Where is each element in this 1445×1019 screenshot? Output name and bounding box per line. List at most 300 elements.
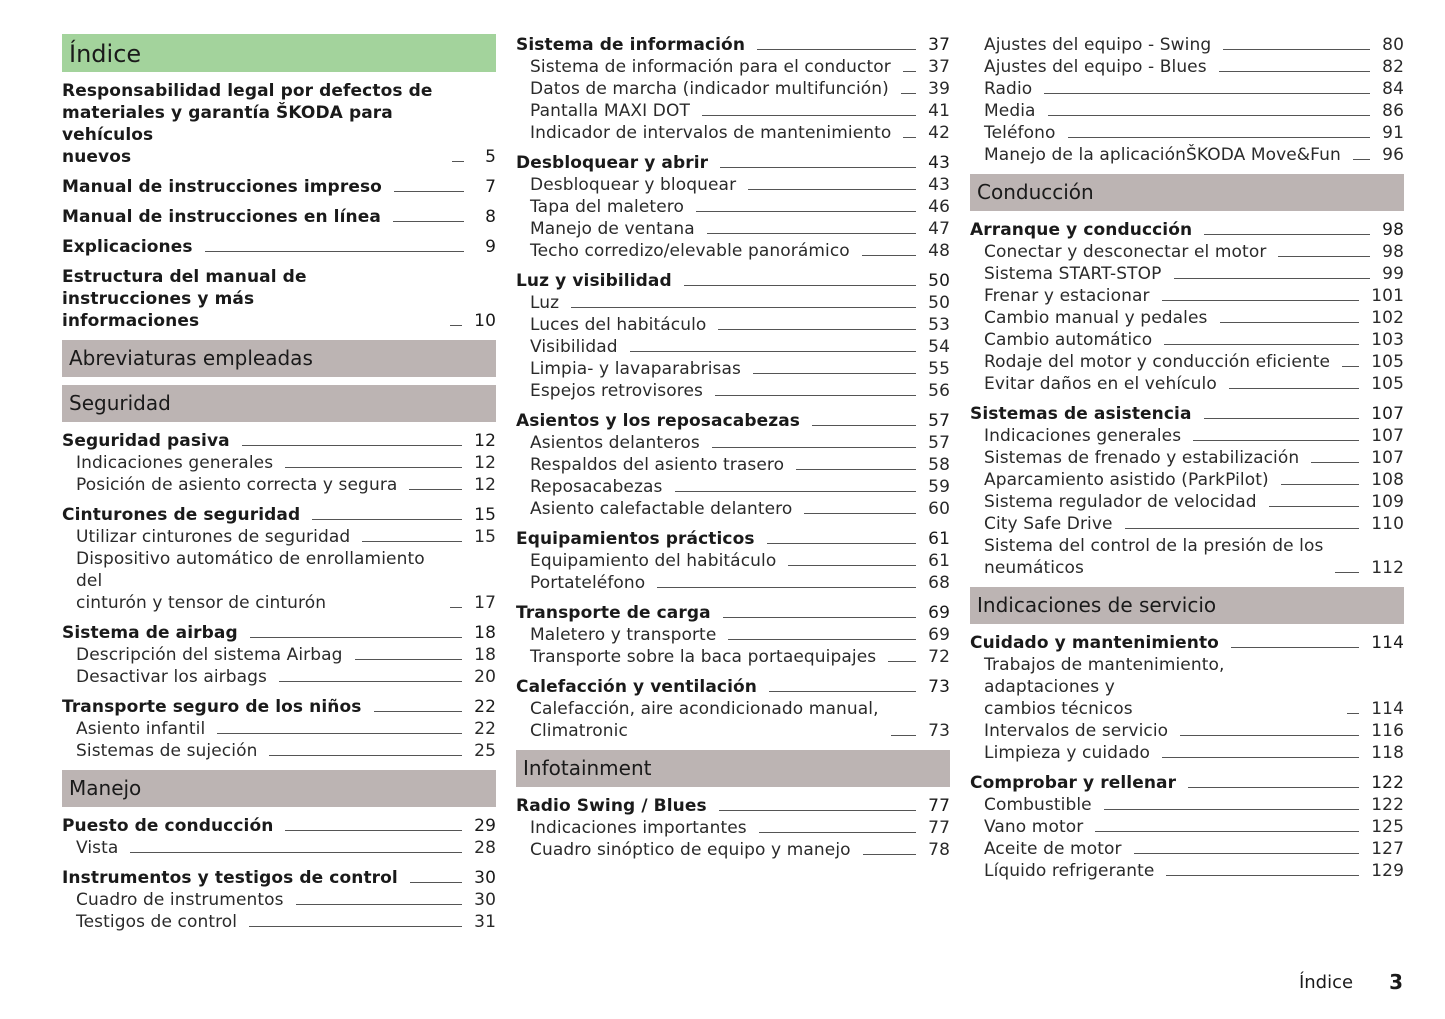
toc-entry-sistema-del-control-de-la-presion-de-los[interactable] [970, 535, 1404, 579]
leader-line [269, 755, 462, 756]
footer-title: Índice [1298, 971, 1354, 993]
toc-group [516, 676, 950, 742]
page-number: 28 [474, 838, 496, 858]
page-number: 98 [1382, 242, 1404, 262]
toc-entry-city-safe-drive[interactable] [970, 513, 1404, 535]
entry-title: Transporte de carga [516, 603, 711, 623]
page-number: 22 [474, 697, 496, 717]
leader-line [718, 329, 916, 330]
leader-line [696, 211, 916, 212]
toc-chapter-instrumentos-y-testigos-de-control[interactable] [62, 867, 496, 889]
page-number: 107 [1371, 404, 1404, 424]
entry-title: Manual de instrucciones en línea [62, 207, 381, 227]
toc-entry-sistema-regulador-de-velocidad[interactable] [970, 491, 1404, 513]
toc-entry-techo-corredizo-elevable-panoramico[interactable] [516, 240, 950, 262]
entry-title: Cambio manual y pedales [984, 308, 1208, 328]
section-header-seguridad: Seguridad [62, 385, 496, 422]
toc-chapter-luz-y-visibilidad[interactable] [516, 270, 950, 292]
entry-title: Asientos y los reposacabezas [516, 411, 801, 431]
page-number: 105 [1371, 352, 1404, 372]
leader-line [901, 93, 916, 94]
page-number: 58 [928, 455, 950, 475]
toc-entry-calefaccion-aire-acondicionado-manual-cl[interactable] [516, 698, 950, 742]
entry-title: Teléfono [984, 123, 1056, 143]
toc-entry-luces-del-habitaculo[interactable] [516, 314, 950, 336]
toc-entry-ajustes-del-equipo-swing[interactable] [970, 34, 1404, 56]
toc-entry-utilizar-cinturones-de-seguridad[interactable] [62, 526, 496, 548]
toc-group [62, 815, 496, 859]
toc-chapter-responsabilidad-legal-por-defectos-de-ma[interactable] [62, 80, 496, 168]
leader-line [796, 469, 916, 470]
entry-title-line: Sistema del control de la presión de los [984, 536, 1324, 556]
toc-chapter-cuidado-y-mantenimiento[interactable] [970, 632, 1404, 654]
page-number: 57 [928, 411, 950, 431]
toc-entry-testigos-de-control[interactable] [62, 911, 496, 933]
toc-group [970, 772, 1404, 882]
entry-title: Descripción del sistema Airbag [76, 645, 343, 665]
leader-line [205, 251, 464, 252]
entry-title: Sistema regulador de velocidad [984, 492, 1257, 512]
entry-title: Luces del habitáculo [530, 315, 707, 335]
toc-chapter-equipamientos-practicos[interactable] [516, 528, 950, 550]
page-number: 77 [928, 818, 950, 838]
leader-line [863, 854, 917, 855]
entry-title: Frenar y estacionar [984, 286, 1150, 306]
entry-title: Sistema START-STOP [984, 264, 1162, 284]
page-number: 48 [928, 241, 950, 261]
toc-group [516, 410, 950, 520]
toc-entry-sistemas-de-sujecion[interactable] [62, 740, 496, 762]
toc-entry-asientos-delanteros[interactable] [516, 432, 950, 454]
entry-title: Instrumentos y testigos de control [62, 868, 398, 888]
toc-entry-dispositivo-automatico-de-enrollamiento-[interactable] [62, 548, 496, 614]
leader-line [1134, 853, 1360, 854]
page-number: 18 [474, 645, 496, 665]
toc-group [516, 528, 950, 594]
page-number: 37 [928, 35, 950, 55]
entry-title: Luz [530, 293, 560, 313]
toc-group [62, 867, 496, 933]
entry-title-line: Climatronic [530, 721, 628, 741]
leader-line [888, 661, 916, 662]
page-number: 108 [1371, 470, 1404, 490]
toc-group [62, 236, 496, 258]
entry-title: Indicaciones generales [984, 426, 1182, 446]
entry-title: Puesto de conducción [62, 816, 274, 836]
toc-entry-desactivar-los-airbags[interactable] [62, 666, 496, 688]
entry-title: Cuadro de instrumentos [76, 890, 284, 910]
toc-entry-pantalla-maxi-dot[interactable] [516, 100, 950, 122]
toc-entry-aceite-de-motor[interactable] [970, 838, 1404, 860]
entry-title: Transporte sobre la baca portaequipajes [530, 647, 877, 667]
toc-group [516, 34, 950, 144]
toc-entry-evitar-danos-en-el-vehiculo[interactable] [970, 373, 1404, 395]
page-number: 15 [474, 505, 496, 525]
entry-title-line: Estructura del manual de instrucciones y más [62, 267, 307, 309]
leader-line [788, 565, 916, 566]
leader-line [891, 735, 917, 736]
section-header-indicaciones-de-servicio: Indicaciones de servicio [970, 587, 1404, 624]
toc-group [62, 430, 496, 496]
toc-entry-sistema-start-stop[interactable] [970, 263, 1404, 285]
toc-entry-liquido-refrigerante[interactable] [970, 860, 1404, 882]
entry-title: Media [984, 101, 1036, 121]
page-number: 107 [1371, 426, 1404, 446]
entry-title: Manejo de ventana [530, 219, 695, 239]
entry-title: Sistema de airbag [62, 623, 238, 643]
entry-title: Vista [76, 838, 119, 858]
toc-chapter-transporte-de-carga[interactable] [516, 602, 950, 624]
leader-line [1204, 234, 1370, 235]
page-number: 8 [485, 207, 496, 227]
page-number: 37 [928, 57, 950, 77]
page-number: 9 [485, 237, 496, 257]
page-number: 116 [1371, 721, 1404, 741]
leader-line [296, 904, 463, 905]
entry-title: Intervalos de servicio [984, 721, 1169, 741]
toc-entry-posicion-de-asiento-correcta-y-segura[interactable] [62, 474, 496, 496]
toc-chapter-asientos-y-los-reposacabezas[interactable] [516, 410, 950, 432]
page-number: 18 [474, 623, 496, 643]
toc-entry-asiento-calefactable-delantero[interactable] [516, 498, 950, 520]
toc-entry-respaldos-del-asiento-trasero[interactable] [516, 454, 950, 476]
toc-chapter-explicaciones[interactable] [62, 236, 496, 258]
entry-title: Sistemas de frenado y estabilización [984, 448, 1300, 468]
page-number: 96 [1382, 145, 1404, 165]
leader-line [1223, 49, 1370, 50]
leader-line [1229, 388, 1359, 389]
page-number: 30 [474, 890, 496, 910]
leader-line [675, 491, 917, 492]
entry-title: Comprobar y rellenar [970, 773, 1177, 793]
toc-entry-desbloquear-y-bloquear[interactable] [516, 174, 950, 196]
toc-chapter-cinturones-de-seguridad[interactable] [62, 504, 496, 526]
toc-chapter-desbloquear-y-abrir[interactable] [516, 152, 950, 174]
leader-line [720, 167, 916, 168]
entry-title-line: cambios técnicos [984, 699, 1133, 719]
toc-entry-portatelefono[interactable] [516, 572, 950, 594]
page-number: 73 [928, 677, 950, 697]
toc-column-1 [62, 34, 496, 941]
toc-entry-limpia-y-lavaparabrisas[interactable] [516, 358, 950, 380]
toc-entry-radio[interactable] [970, 78, 1404, 100]
entry-title: Vano motor [984, 817, 1084, 837]
entry-title: Cuadro sinóptico de equipo y manejo [530, 840, 851, 860]
toc-entry-rodaje-del-motor-y-conduccion-eficiente[interactable] [970, 351, 1404, 373]
entry-title: Portateléfono [530, 573, 646, 593]
leader-line [757, 49, 916, 50]
toc-chapter-sistemas-de-asistencia[interactable] [970, 403, 1404, 425]
leader-line [804, 513, 916, 514]
page-number: 122 [1371, 795, 1404, 815]
entry-title: Manejo de la aplicaciónŠKODA Move&Fun [984, 145, 1341, 165]
page-number: 127 [1371, 839, 1404, 859]
toc-group [62, 176, 496, 198]
entry-title: Visibilidad [530, 337, 618, 357]
entry-title-line: cinturón y tensor de cinturón [76, 593, 327, 613]
entry-title: Arranque y conducción [970, 220, 1193, 240]
page-number: 60 [928, 499, 950, 519]
toc-chapter-transporte-seguro-de-los-ninos[interactable] [62, 696, 496, 718]
entry-title [984, 535, 1323, 579]
toc-entry-vano-motor[interactable] [970, 816, 1404, 838]
page-number: 30 [474, 868, 496, 888]
toc-entry-indicaciones-importantes[interactable] [516, 817, 950, 839]
entry-title-line: Dispositivo automático de enrollamiento del [76, 549, 425, 591]
toc-chapter-sistema-de-airbag[interactable] [62, 622, 496, 644]
toc-entry-indicaciones-generales[interactable] [970, 425, 1404, 447]
leader-line [410, 882, 462, 883]
toc-entry-cuadro-sinoptico-de-equipo-y-manejo[interactable] [516, 839, 950, 861]
page-footer [1299, 970, 1403, 994]
leader-line [1044, 93, 1370, 94]
leader-line [279, 681, 462, 682]
entry-title: Cuidado y mantenimiento [970, 633, 1219, 653]
entry-title [62, 266, 438, 332]
page-number: 17 [474, 593, 496, 613]
toc-entry-equipamiento-del-habitaculo[interactable] [516, 550, 950, 572]
page-number: 61 [928, 551, 950, 571]
leader-line [1174, 278, 1371, 279]
entry-title-line: Responsabilidad legal por defectos de [62, 81, 433, 101]
page-number: 61 [928, 529, 950, 549]
leader-line [748, 189, 916, 190]
toc-entry-sistema-de-informacion-para-el-conductor[interactable] [516, 56, 950, 78]
leader-line [409, 489, 462, 490]
toc-chapter-comprobar-y-rellenar[interactable] [970, 772, 1404, 794]
toc-entry-transporte-sobre-la-baca-portaequipajes[interactable] [516, 646, 950, 668]
toc-chapter-calefaccion-y-ventilacion[interactable] [516, 676, 950, 698]
page-number: 73 [928, 721, 950, 741]
page-number: 69 [928, 625, 950, 645]
toc-group [62, 696, 496, 762]
page-number: 54 [928, 337, 950, 357]
entry-title: Techo corredizo/elevable panorámico [530, 241, 850, 261]
leader-line [903, 137, 916, 138]
entry-title: Líquido refrigerante [984, 861, 1155, 881]
entry-title: City Safe Drive [984, 514, 1113, 534]
toc-entry-aparcamiento-asistido-parkpilot[interactable] [970, 469, 1404, 491]
toc-entry-visibilidad[interactable] [516, 336, 950, 358]
entry-title: Aceite de motor [984, 839, 1122, 859]
leader-line [1269, 506, 1360, 507]
toc-entry-combustible[interactable] [970, 794, 1404, 816]
toc-entry-espejos-retrovisores[interactable] [516, 380, 950, 402]
leader-line [217, 733, 462, 734]
leader-line [719, 810, 916, 811]
toc-chapter-arranque-y-conduccion[interactable] [970, 219, 1404, 241]
entry-title [530, 698, 879, 742]
page-number: 10 [474, 311, 496, 331]
leader-line [1347, 713, 1359, 714]
toc-group [62, 622, 496, 688]
page-number: 5 [485, 147, 496, 167]
page-number: 43 [928, 175, 950, 195]
leader-line [394, 191, 464, 192]
toc-entry-cambio-manual-y-pedales[interactable] [970, 307, 1404, 329]
leader-line [374, 711, 463, 712]
toc-group [970, 403, 1404, 579]
leader-line [723, 617, 916, 618]
toc-entry-trabajos-de-mantenimiento-adaptaciones-y[interactable] [970, 654, 1404, 720]
toc-chapter-estructura-del-manual-de-instrucciones-y[interactable] [62, 266, 496, 332]
page-number: 46 [928, 197, 950, 217]
leader-line [450, 325, 462, 326]
toc-entry-luz[interactable] [516, 292, 950, 314]
entry-title-line: nuevos [62, 147, 132, 167]
toc-entry-frenar-y-estacionar[interactable] [970, 285, 1404, 307]
toc-chapter-sistema-de-informacion[interactable] [516, 34, 950, 56]
entry-title: Explicaciones [62, 237, 193, 257]
toc-entry-manejo-de-la-aplicacionskoda-move-fun[interactable] [970, 144, 1404, 166]
leader-line [1278, 256, 1370, 257]
leader-line [759, 832, 916, 833]
toc-entry-reposacabezas[interactable] [516, 476, 950, 498]
entry-title-line: Calefacción, aire acondicionado manual, [530, 699, 879, 719]
page-number: 50 [928, 271, 950, 291]
toc-entry-descripcion-del-sistema-airbag[interactable] [62, 644, 496, 666]
toc-chapter-manual-de-instrucciones-impreso[interactable] [62, 176, 496, 198]
leader-line [712, 447, 916, 448]
toc-entry-conectar-y-desconectar-el-motor[interactable] [970, 241, 1404, 263]
toc-chapter-puesto-de-conduccion[interactable] [62, 815, 496, 837]
leader-line [1311, 462, 1359, 463]
entry-title: Equipamiento del habitáculo [530, 551, 777, 571]
entry-title: Asiento calefactable delantero [530, 499, 793, 519]
leader-line [452, 161, 464, 162]
toc-entry-indicador-de-intervalos-de-mantenimiento[interactable] [516, 122, 950, 144]
entry-title: Manual de instrucciones impreso [62, 177, 382, 197]
entry-title-line: Trabajos de mantenimiento, adaptaciones y [984, 655, 1225, 697]
page-number: 47 [928, 219, 950, 239]
entry-title: Evitar daños en el vehículo [984, 374, 1217, 394]
toc-chapter-manual-de-instrucciones-en-linea[interactable] [62, 206, 496, 228]
leader-line [1104, 809, 1360, 810]
entry-title: Desactivar los airbags [76, 667, 268, 687]
page-number: 112 [1371, 558, 1404, 578]
toc-entry-cambio-automatico[interactable] [970, 329, 1404, 351]
section-header-manejo: Manejo [62, 770, 496, 807]
toc-group [516, 152, 950, 262]
leader-line [571, 307, 916, 308]
page-number: 20 [474, 667, 496, 687]
page-number: 7 [485, 177, 496, 197]
page-number: 114 [1371, 699, 1404, 719]
toc-chapter-radio-swing-blues[interactable] [516, 795, 950, 817]
entry-title: Indicador de intervalos de mantenimiento [530, 123, 892, 143]
page-number: 122 [1371, 773, 1404, 793]
page-number: 22 [474, 719, 496, 739]
page-number: 56 [928, 381, 950, 401]
toc-entry-cuadro-de-instrumentos[interactable] [62, 889, 496, 911]
page-number: 43 [928, 153, 950, 173]
toc-entry-intervalos-de-servicio[interactable] [970, 720, 1404, 742]
leader-line [767, 543, 917, 544]
leader-line [1095, 831, 1359, 832]
toc-entry-vista[interactable] [62, 837, 496, 859]
leader-line [1193, 440, 1359, 441]
toc-entry-media[interactable] [970, 100, 1404, 122]
leader-line [630, 351, 917, 352]
entry-title: Transporte seguro de los niños [62, 697, 362, 717]
leader-line [862, 255, 916, 256]
entry-title: Sistema de información para el conductor [530, 57, 891, 77]
toc-entry-telefono[interactable] [970, 122, 1404, 144]
page-number: 118 [1371, 743, 1404, 763]
toc-entry-datos-de-marcha-indicador-multifuncion[interactable] [516, 78, 950, 100]
page-number: 12 [474, 475, 496, 495]
entry-title: Sistemas de asistencia [970, 404, 1192, 424]
page-number: 91 [1382, 123, 1404, 143]
entry-title-line: neumáticos [984, 558, 1084, 578]
entry-title [76, 548, 438, 614]
toc-entry-maletero-y-transporte[interactable] [516, 624, 950, 646]
entry-title: Ajustes del equipo - Blues [984, 57, 1207, 77]
page-number: 129 [1371, 861, 1404, 881]
page-number: 59 [928, 477, 950, 497]
toc-entry-indicaciones-generales[interactable] [62, 452, 496, 474]
page-number: 15 [474, 527, 496, 547]
toc-group [516, 795, 950, 861]
leader-line [657, 587, 916, 588]
page-number: 69 [928, 603, 950, 623]
entry-title: Tapa del maletero [530, 197, 684, 217]
toc-group [62, 206, 496, 228]
toc-group [62, 266, 496, 332]
page-number: 102 [1371, 308, 1404, 328]
toc-column-2 [516, 34, 950, 869]
entry-title: Sistema de información [516, 35, 746, 55]
entry-title: Desbloquear y bloquear [530, 175, 737, 195]
toc-group [62, 80, 496, 168]
leader-line [702, 115, 916, 116]
entry-title-line: informaciones [62, 311, 200, 331]
toc-entry-limpieza-y-cuidado[interactable] [970, 742, 1404, 764]
entry-title: Aparcamiento asistido (ParkPilot) [984, 470, 1269, 490]
entry-title: Equipamientos prácticos [516, 529, 755, 549]
entry-title: Maletero y transporte [530, 625, 717, 645]
entry-title [984, 654, 1335, 720]
page-number: 12 [474, 453, 496, 473]
leader-line [249, 926, 462, 927]
toc-chapter-seguridad-pasiva[interactable] [62, 430, 496, 452]
toc-entry-tapa-del-maletero[interactable] [516, 196, 950, 218]
entry-title: Ajustes del equipo - Swing [984, 35, 1212, 55]
entry-title: Pantalla MAXI DOT [530, 101, 690, 121]
leader-line [753, 373, 916, 374]
leader-line [769, 691, 916, 692]
leader-line [1231, 647, 1359, 648]
entry-title: Reposacabezas [530, 477, 663, 497]
toc-entry-sistemas-de-frenado-y-estabilizacion[interactable] [970, 447, 1404, 469]
page-number: 42 [928, 123, 950, 143]
entry-title: Utilizar cinturones de seguridad [76, 527, 351, 547]
toc-group [62, 504, 496, 614]
leader-line [1068, 137, 1371, 138]
leader-line [285, 467, 462, 468]
entry-title: Conectar y desconectar el motor [984, 242, 1267, 262]
toc-entry-ajustes-del-equipo-blues[interactable] [970, 56, 1404, 78]
entry-title: Posición de asiento correcta y segura [76, 475, 398, 495]
section-header-infotainment: Infotainment [516, 750, 950, 787]
toc-entry-manejo-de-ventana[interactable] [516, 218, 950, 240]
leader-line [1048, 115, 1371, 116]
leader-line [684, 285, 916, 286]
page-number: 50 [928, 293, 950, 313]
toc-group [970, 34, 1404, 166]
leader-line [1162, 300, 1360, 301]
toc-entry-asiento-infantil[interactable] [62, 718, 496, 740]
